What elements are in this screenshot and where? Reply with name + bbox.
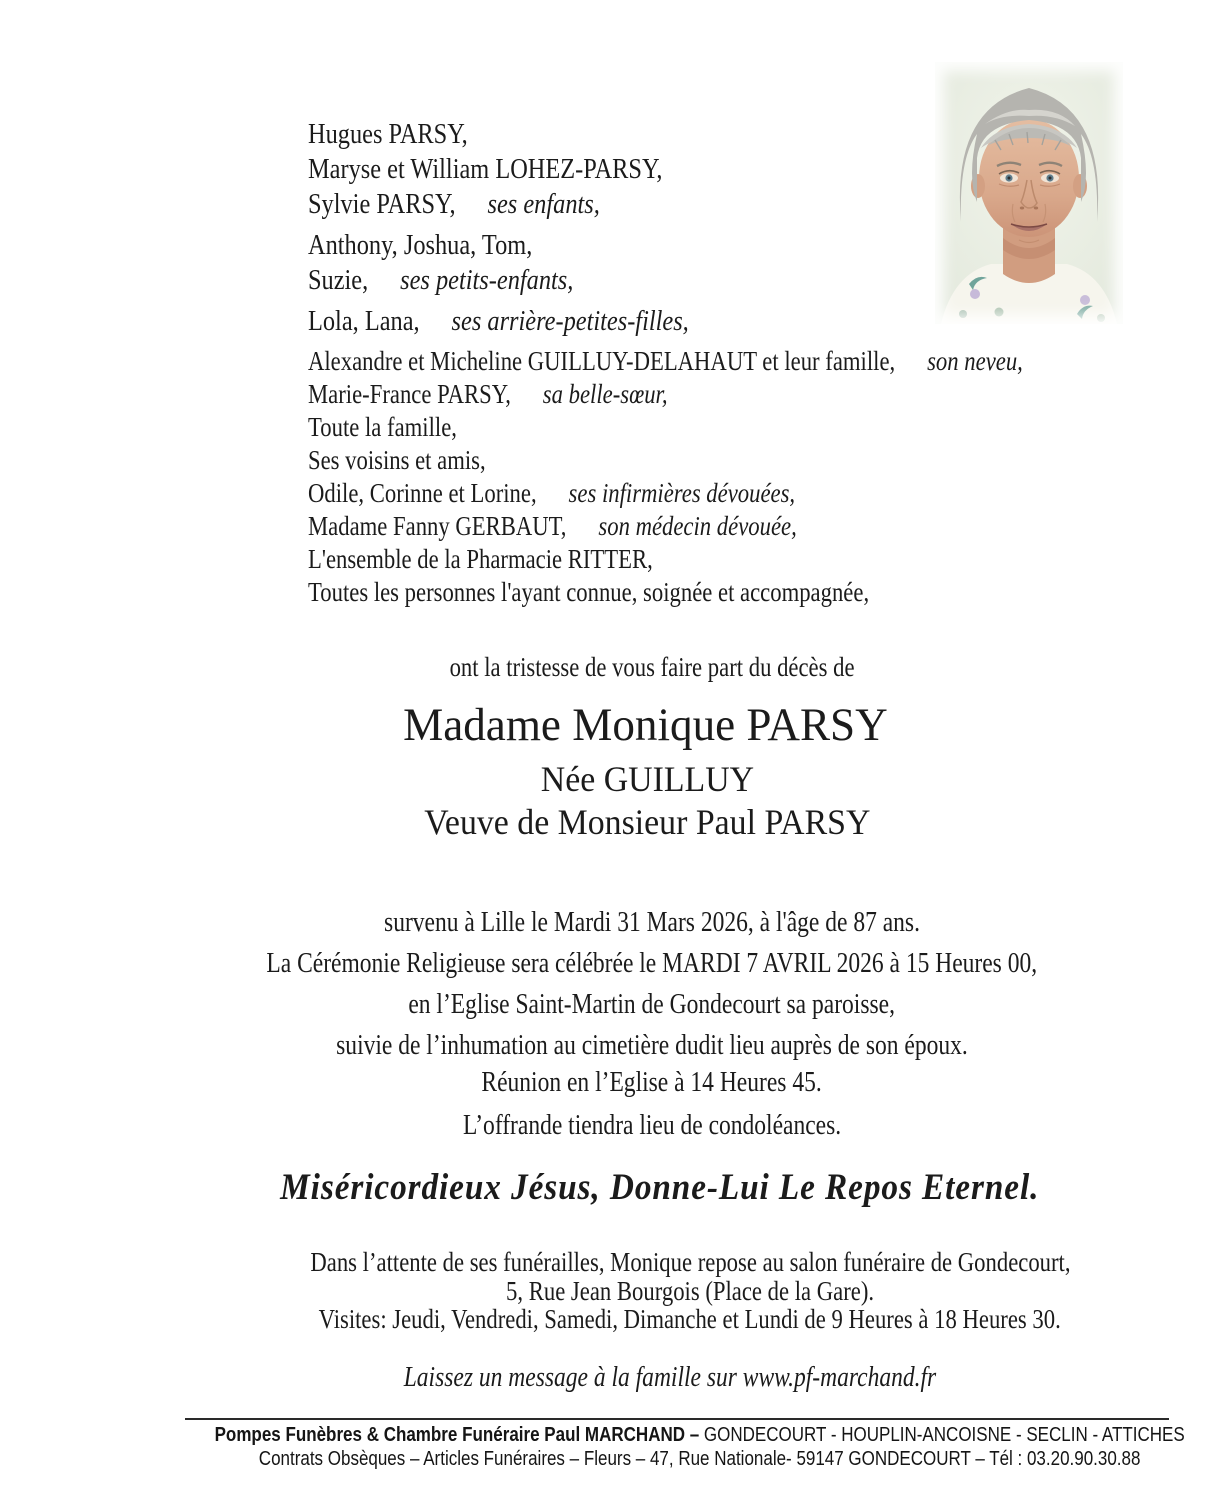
family-line <box>308 510 1159 543</box>
family-names: L'ensemble de la Pharmacie RITTER, <box>308 544 653 574</box>
repose-address-line: 5, Rue Jean Bourgois (Place de la Gare). <box>505 1275 875 1306</box>
family-line <box>308 263 1159 298</box>
prayer-line: Miséricordieux Jésus, Donne-Lui Le Repos Eternel. <box>280 1167 1040 1208</box>
family-line <box>308 411 1159 444</box>
family-relation: son neveu, <box>927 346 1023 376</box>
online-message-line: Laissez un message à la famille sur www.pf-marchand.fr <box>403 1362 937 1393</box>
maiden-name: Née GUILLUY <box>540 759 754 799</box>
repose-location-line: Dans l’attente de ses funérailles, Monique repose au salon funéraire de Gondecourt, <box>309 1247 1071 1277</box>
family-line <box>308 117 1159 152</box>
family-names: Toute la famille, <box>308 412 457 442</box>
ceremony-date-line: La Cérémonie Religieuse sera célébrée le MARDI 7 AVRIL 2026 à 15 Heures 00, <box>266 948 1038 979</box>
family-names: Anthony, Joshua, Tom, <box>308 229 533 261</box>
family-names: Ses voisins et amis, <box>308 445 486 475</box>
repose-visits-line: Visites: Jeudi, Vendredi, Samedi, Dimanche et Lundi de 9 Heures à 18 Heures 30. <box>318 1304 1062 1334</box>
family-line <box>308 345 1159 378</box>
funeral-home-services-line: Contrats Obsèques – Articles Funéraires – Fleurs – 47, Rue Nationale- 59147 GONDECOURT – Tél : 03.20.90.30.88 <box>259 1448 1141 1470</box>
family-line <box>308 152 1159 187</box>
family-names: Madame Fanny GERBAUT, <box>308 511 567 541</box>
deceased-name: Madame Monique PARSY <box>402 699 888 751</box>
announcement-intro: ont la tristesse de vous faire part du décès de <box>449 652 855 682</box>
burial-line: suivie de l’inhumation au cimetière dudit lieu auprès de son époux. <box>336 1030 968 1061</box>
family-relation: ses arrière-petites-filles, <box>451 305 689 337</box>
family-names: Suzie, <box>308 264 369 296</box>
family-names: Alexandre et Micheline GUILLUY-DELAHAUT et leur famille, <box>308 346 896 376</box>
family-line <box>308 304 1159 339</box>
family-line <box>308 228 1159 263</box>
death-details-line: survenu à Lille le Mardi 31 Mars 2026, à l'âge de 87 ans. <box>384 907 920 938</box>
family-line <box>308 543 1159 576</box>
family-line <box>308 444 1159 477</box>
family-names: Lola, Lana, <box>308 305 420 337</box>
widow-line: Veuve de Monsieur Paul PARSY <box>423 802 871 842</box>
family-names: Toutes les personnes l'ayant connue, soignée et accompagnée, <box>308 577 870 607</box>
meeting-line: Réunion en l’Eglise à 14 Heures 45. <box>481 1067 823 1098</box>
family-group-extended <box>308 345 1159 609</box>
family-names: Hugues PARSY, <box>308 118 468 150</box>
family-names: Maryse et William LOHEZ-PARSY, <box>308 153 663 185</box>
family-line <box>308 187 1159 222</box>
funeral-home-line <box>93 1424 1214 1447</box>
family-relation: sa belle-sœur, <box>542 379 668 409</box>
family-relation: son médecin dévouée, <box>598 511 797 541</box>
funeral-home-name: Pompes Funèbres & Chambre Funéraire Paul MARCHAND – <box>214 1424 700 1446</box>
family-names-section <box>308 117 1159 609</box>
family-line <box>308 576 1159 609</box>
family-relation: ses petits-enfants, <box>400 264 574 296</box>
family-names: Odile, Corinne et Lorine, <box>308 478 537 508</box>
ceremony-church-line: en l’Eglise Saint-Martin de Gondecourt sa paroisse, <box>408 989 896 1020</box>
family-group-children <box>308 117 1159 339</box>
family-relation: ses enfants, <box>487 188 600 220</box>
repose-section <box>83 1248 1214 1334</box>
family-line <box>308 378 1159 411</box>
family-names: Sylvie PARSY, <box>308 188 456 220</box>
footer-divider <box>185 1418 1169 1420</box>
family-relation: ses infirmières dévouées, <box>568 478 796 508</box>
family-names: Marie-France PARSY, <box>308 379 511 409</box>
condolences-line: L’offrande tiendra lieu de condoléances. <box>462 1110 842 1141</box>
funeral-home-cities: GONDECOURT - HOUPLIN-ANCOISNE - SECLIN - ATTICHES <box>699 1424 1186 1446</box>
family-line <box>308 477 1159 510</box>
